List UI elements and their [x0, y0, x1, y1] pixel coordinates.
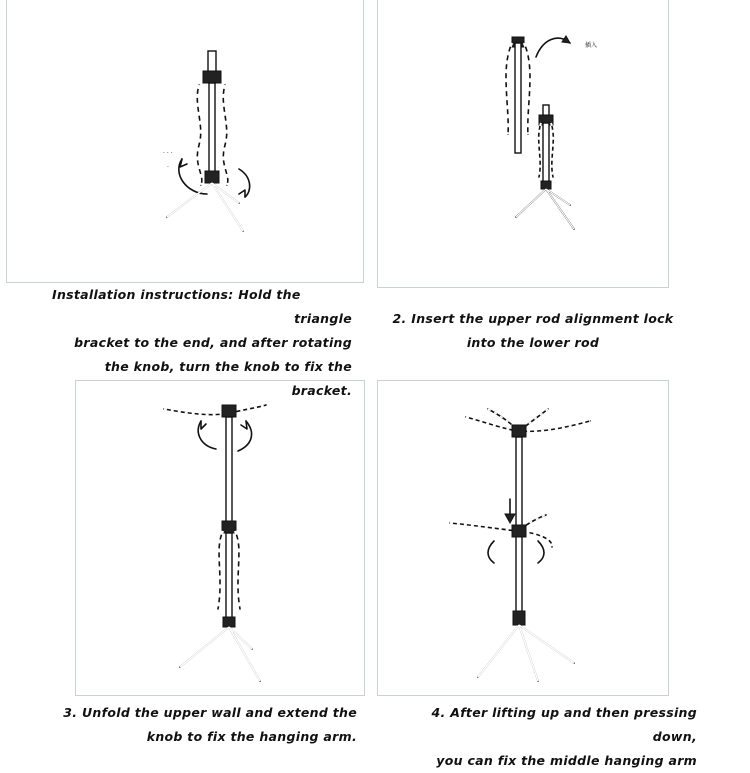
- rotate-arrow-left-icon: [179, 159, 207, 194]
- top-hub: [203, 71, 221, 83]
- swing-arrow-right-icon: [538, 541, 544, 563]
- step-2-caption: [388, 307, 678, 355]
- caption-line: 2. Insert the upper rod alignment lock: [392, 311, 674, 326]
- step-2-illustration-panel: [377, 0, 669, 288]
- caption-line: bracket.: [291, 383, 352, 398]
- caption-line: bracket to the end, and after rotating: [74, 335, 352, 350]
- middle-hanging-arms: [450, 523, 552, 547]
- upper-rod: [226, 417, 232, 525]
- step-3-drawing: [76, 381, 366, 697]
- lower-rod: [543, 123, 549, 185]
- middle-hub: [512, 525, 526, 537]
- tripod-legs: [167, 183, 243, 231]
- lower-rod: [226, 533, 232, 621]
- caption-line: knob to fix the hanging arm.: [146, 729, 357, 744]
- folded-arm-right: [223, 85, 228, 185]
- svg-text:·: ·: [167, 164, 169, 171]
- folded-arm-left: [197, 85, 202, 185]
- upper-hanging-arms: [164, 405, 266, 415]
- upper-hub: [222, 405, 236, 417]
- insert-callout: 插入: [585, 42, 598, 49]
- caption-line: into the lower rod: [466, 335, 600, 350]
- caption-line: you can fix the middle hanging arm: [436, 753, 697, 768]
- caption-line: 3. Unfold the upper wall and extend the: [63, 705, 357, 720]
- step-2-drawing: [378, 0, 670, 289]
- swing-arrow-left-icon: [488, 541, 494, 563]
- upper-rod: [515, 43, 521, 153]
- step-1-caption: [52, 283, 352, 403]
- step-3-caption: [62, 701, 357, 749]
- caption-line: Installation instructions: Hold the triangle: [52, 287, 352, 326]
- step-4-illustration-panel: [377, 380, 669, 696]
- step-1-drawing: [7, 0, 365, 284]
- caption-line: 4. After lifting up and then pressing down,: [431, 705, 697, 744]
- knob: [205, 171, 219, 183]
- svg-text:· · ·: · · ·: [163, 150, 173, 157]
- step-4-caption: [385, 701, 697, 773]
- top-hub: [512, 425, 526, 437]
- step-4-drawing: [378, 381, 670, 697]
- step-3-illustration-panel: [75, 380, 365, 696]
- lower-hub: [222, 521, 236, 533]
- step-1-illustration-panel: [6, 0, 364, 283]
- center-rod: [209, 83, 215, 179]
- unfold-arrow-right-icon: [238, 421, 252, 451]
- caption-line: the knob, turn the knob to fix the: [104, 359, 352, 374]
